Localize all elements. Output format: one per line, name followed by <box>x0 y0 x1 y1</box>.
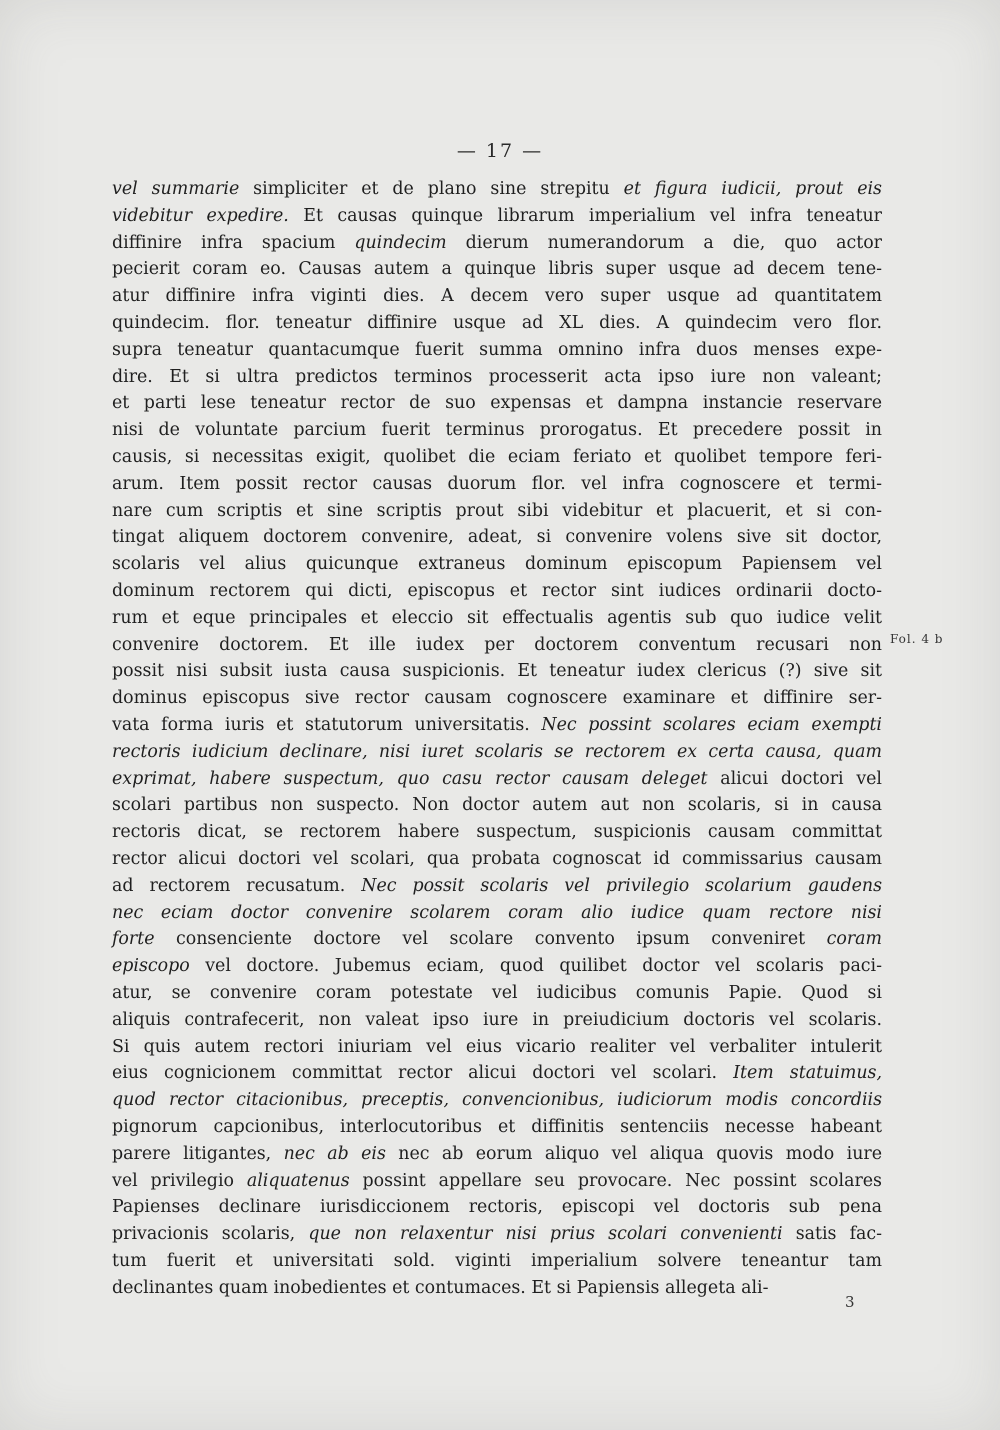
text-segment: nec ab eorum aliquo vel aliqua quovis modo iure <box>385 1143 883 1164</box>
text-segment: dominus episcopus sive rector causam cognoscere examinare et diffinire ser- <box>112 688 882 709</box>
text-line <box>112 1170 882 1192</box>
italic-text-segment: Item statuimus, <box>733 1063 882 1084</box>
text-line <box>112 982 882 1004</box>
text-line <box>112 419 882 441</box>
text-segment: aliquis contrafecerit, non valeat ipso iure in preiudicium doctoris vel scolaris. <box>112 1009 882 1030</box>
text-segment: tum fuerit et universitati sold. viginti imperialium solvere teneantur tam <box>112 1251 882 1271</box>
text-segment: vel doctore. Jubemus eciam, quod quilibet doctor vel scolaris paci- <box>189 956 882 977</box>
text-line <box>112 1062 882 1084</box>
text-segment: vel privilegio <box>112 1170 247 1191</box>
italic-text-segment: videbitur expedire. <box>112 205 289 226</box>
text-line <box>112 1277 882 1299</box>
text-line <box>112 232 882 254</box>
text-segment: declinantes quam inobedientes et contumaces. Et si Papiensis allegeta ali- <box>112 1277 769 1298</box>
text-line <box>112 955 882 977</box>
text-line <box>112 446 882 468</box>
text-line <box>112 1196 882 1218</box>
text-line <box>112 553 882 575</box>
text-segment: pecierit coram eo. Causas autem a quinque libris super usque ad decem tene- <box>112 259 882 280</box>
page-number: — 17 — <box>456 140 544 162</box>
text-segment: atur, se convenire coram potestate vel iudicibus comunis Papie. Quod si <box>112 983 882 1003</box>
text-segment: supra teneatur quantacumque fuerit summa omnino infra duos menses expe- <box>112 339 882 360</box>
text-line <box>112 1143 882 1165</box>
text-segment: atur diffinire infra viginti dies. A decem vero super usque ad quantitatem <box>112 286 882 307</box>
text-line <box>112 687 882 709</box>
text-line <box>112 366 882 388</box>
text-line <box>112 473 882 495</box>
text-line <box>112 848 882 870</box>
text-line <box>112 660 882 682</box>
text-line <box>112 714 882 736</box>
italic-text-segment: rectoris iudicium declinare, nisi iuret scolaris se rectorem ex certa causa, quam <box>112 741 882 762</box>
text-segment: simpliciter et de plano sine strepitu <box>239 179 624 199</box>
text-segment: quindecim. flor. teneatur diffinire usque ad XL dies. A quindecim vero flor. <box>112 313 882 333</box>
text-line <box>112 178 882 200</box>
italic-text-segment: que non relaxentur nisi prius scolari convenienti <box>308 1224 783 1245</box>
text-line <box>112 928 882 950</box>
text-segment: nare cum scriptis et sine scriptis prout sibi videbitur et placuerit, et si con- <box>112 500 882 521</box>
text-segment: eius cognicionem committat rector alicui doctori vel scolari. <box>112 1063 734 1084</box>
text-line <box>112 1250 882 1272</box>
text-segment: privacionis scolaris, <box>112 1224 309 1245</box>
italic-text-segment: forte <box>112 929 155 950</box>
italic-text-segment: nec eciam doctor convenire scolarem coram alio iudice quam rectore nisi <box>112 902 882 923</box>
text-line <box>112 1116 882 1138</box>
text-line <box>112 1036 882 1058</box>
text-line <box>112 1223 882 1245</box>
text-line <box>112 580 882 602</box>
text-line <box>112 607 882 629</box>
text-segment: Si quis autem rectori iniuriam vel eius vicario realiter vel verbaliter intulerit <box>112 1036 882 1057</box>
italic-text-segment: et figura iudicii, prout eis <box>623 179 882 199</box>
margin-folio-note: Fol. 4 b <box>890 632 944 646</box>
text-line <box>112 821 882 843</box>
text-line <box>112 500 882 522</box>
italic-text-segment: coram <box>826 929 882 950</box>
text-line <box>112 339 882 361</box>
text-segment: diffinire infra spacium <box>112 232 355 253</box>
text-line <box>112 768 882 790</box>
text-segment: consenciente doctore vel scolare convento ipsum conveniret <box>154 929 827 950</box>
text-line <box>112 285 882 307</box>
text-segment: Papienses declinare iurisdiccionem rectoris, episcopi vel doctoris sub pena <box>112 1197 882 1218</box>
text-segment: arum. Item possit rector causas duorum flor. vel infra cognoscere et termi- <box>112 473 882 494</box>
text-segment: convenire doctorem. Et ille iudex per doctorem conventum recusari non <box>112 634 882 655</box>
text-segment: dire. Et si ultra predictos terminos processerit acta ipso iure non valeant; <box>112 366 882 387</box>
text-line <box>112 875 882 897</box>
text-segment: possint appellare seu provocare. Nec possint scolares <box>349 1170 882 1191</box>
text-segment: Et causas quinque librarum imperialium vel infra teneatur <box>288 205 882 226</box>
text-segment: et parti lese teneatur rector de suo expensas et dampna instancie reservare <box>112 393 882 414</box>
text-segment: scolari partibus non suspecto. Non doctor autem aut non scolaris, si in causa <box>112 795 882 816</box>
italic-text-segment: Nec possint scolares eciam exempti <box>541 715 882 735</box>
text-line <box>112 794 882 816</box>
text-line <box>112 741 882 763</box>
text-line <box>112 1089 882 1111</box>
italic-text-segment: quod rector citacionibus, preceptis, convencionibus, iudiciorum modis concordiis <box>112 1090 882 1111</box>
text-segment: tingat aliquem doctorem convenire, adeat, si convenire volens sive sit doctor, <box>112 527 882 548</box>
text-segment: alicui doctori vel <box>707 768 882 789</box>
text-line <box>112 205 882 227</box>
text-segment: dominum rectorem qui dicti, episcopus et rector sint iudices ordinarii docto- <box>112 581 882 601</box>
italic-text-segment: episcopo <box>112 956 190 977</box>
text-segment: dierum numerandorum a die, quo actor <box>446 232 882 253</box>
text-segment: parere litigantes, <box>112 1143 284 1164</box>
text-line <box>112 392 882 414</box>
text-segment: possit nisi subsit iusta causa suspicionis. Et teneatur iudex clericus (?) sive sit <box>112 661 882 682</box>
text-segment: rum et eque principales et eleccio sit effectualis agentis sub quo iudice velit <box>112 607 882 628</box>
text-segment: rector alicui doctori vel scolari, qua probata cognoscat id commissarius causam <box>112 849 882 869</box>
signature-mark: 3 <box>845 1293 855 1311</box>
text-segment: rectoris dicat, se rectorem habere suspectum, suspicionis causam committat <box>112 822 882 843</box>
text-line <box>112 634 882 656</box>
text-line <box>112 526 882 548</box>
italic-text-segment: nec ab eis <box>283 1143 386 1164</box>
italic-text-segment: vel summarie <box>112 179 240 199</box>
text-line <box>112 1009 882 1031</box>
text-segment: pignorum capcionibus, interlocutoribus et diffinitis sentenciis necesse habeant <box>112 1117 882 1137</box>
italic-text-segment: aliquatenus <box>246 1170 350 1191</box>
text-line <box>112 312 882 334</box>
text-segment: causis, si necessitas exigit, quolibet die eciam feriato et quolibet tempore feri- <box>112 447 882 467</box>
text-segment: ad rectorem recusatum. <box>112 875 362 896</box>
text-segment: vata forma iuris et statutorum universitatis. <box>112 715 542 735</box>
text-segment: satis fac- <box>782 1224 883 1245</box>
text-segment: scolaris vel alius quicunque extraneus dominum episcopum Papiensem vel <box>112 554 882 575</box>
text-line <box>112 258 882 280</box>
text-line <box>112 902 882 924</box>
text-segment: nisi de voluntate parcium fuerit terminus prorogatus. Et precedere possit in <box>112 420 882 441</box>
italic-text-segment: quindecim <box>354 232 447 253</box>
italic-text-segment: Nec possit scolaris vel privilegio scolarium gaudens <box>361 875 882 896</box>
italic-text-segment: exprimat, habere suspectum, quo casu rector causam deleget <box>112 768 708 789</box>
